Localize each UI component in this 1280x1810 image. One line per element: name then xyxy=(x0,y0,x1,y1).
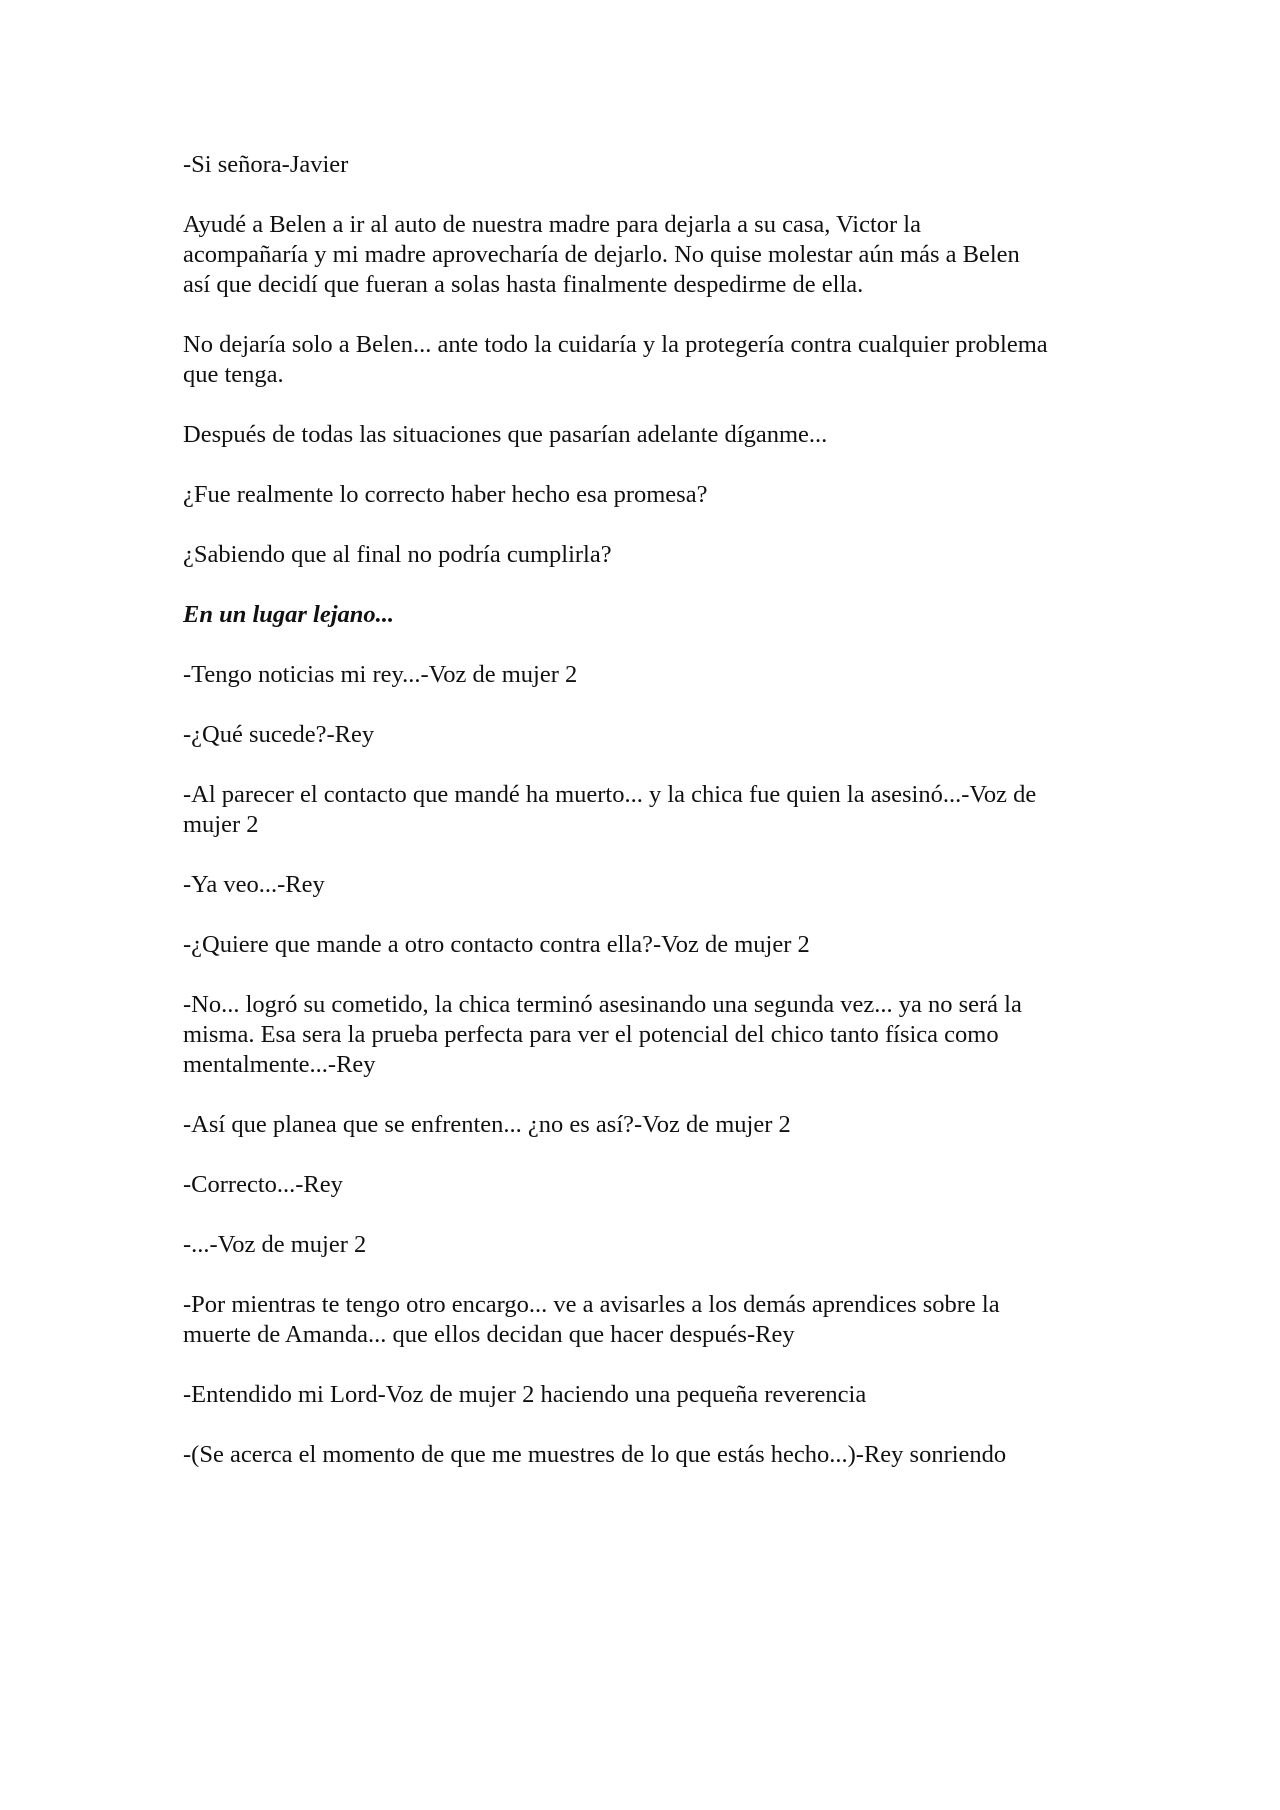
text-line: -¿Qué sucede?-Rey xyxy=(183,721,375,748)
text-line: Después de todas las situaciones que pasarían adelante díganme... xyxy=(183,421,828,448)
text-line: -Correcto...-Rey xyxy=(183,1171,343,1198)
text-line: -...-Voz de mujer 2 xyxy=(183,1231,367,1258)
text-line: que tenga. xyxy=(183,361,284,388)
text-line: -¿Quiere que mande a otro contacto contra ella?-Voz de mujer 2 xyxy=(183,931,810,958)
text-line: -Entendido mi Lord-Voz de mujer 2 haciendo una pequeña reverencia xyxy=(183,1381,867,1408)
paragraph xyxy=(183,1170,1103,1200)
text-line: Ayudé a Belen a ir al auto de nuestra madre para dejarla a su casa, Victor la xyxy=(183,211,921,238)
text-line: -Ya veo...-Rey xyxy=(183,871,325,898)
paragraph xyxy=(183,330,1103,390)
text-line: mujer 2 xyxy=(183,811,259,838)
text-line: -Tengo noticias mi rey...-Voz de mujer 2 xyxy=(183,661,578,688)
text-line: No dejaría solo a Belen... ante todo la cuidaría y la protegería contra cualquier problema xyxy=(183,331,1048,358)
paragraph xyxy=(183,150,1103,180)
text-line: misma. Esa sera la prueba perfecta para ver el potencial del chico tanto física como xyxy=(183,1021,999,1048)
paragraph xyxy=(183,1290,1103,1350)
text-line: -Así que planea que se enfrenten... ¿no es así?-Voz de mujer 2 xyxy=(183,1111,791,1138)
paragraph xyxy=(183,720,1103,750)
text-line: -Si señora-Javier xyxy=(183,151,349,178)
text-line: acompañaría y mi madre aprovecharía de dejarlo. No quise molestar aún más a Belen xyxy=(183,241,1020,268)
paragraph xyxy=(183,1230,1103,1260)
paragraph xyxy=(183,1110,1103,1140)
text-line: En un lugar lejano... xyxy=(183,601,395,628)
paragraph xyxy=(183,1440,1103,1470)
paragraph xyxy=(183,210,1103,300)
text-line: así que decidí que fueran a solas hasta finalmente despedirme de ella. xyxy=(183,271,864,298)
document-body xyxy=(183,150,1103,1500)
text-line: -No... logró su cometido, la chica terminó asesinando una segunda vez... ya no será la xyxy=(183,991,1022,1018)
paragraph xyxy=(183,660,1103,690)
text-line: muerte de Amanda... que ellos decidan que hacer después-Rey xyxy=(183,1321,795,1348)
paragraph xyxy=(183,420,1103,450)
text-line: -Por mientras te tengo otro encargo... ve a avisarles a los demás aprendices sobre la xyxy=(183,1291,1000,1318)
paragraph xyxy=(183,870,1103,900)
text-line: -Al parecer el contacto que mandé ha muerto... y la chica fue quien la asesinó...-Voz de xyxy=(183,781,1037,808)
text-line: mentalmente...-Rey xyxy=(183,1051,376,1078)
paragraph xyxy=(183,1380,1103,1410)
paragraph xyxy=(183,540,1103,570)
paragraph xyxy=(183,930,1103,960)
text-line: ¿Sabiendo que al final no podría cumplirla? xyxy=(183,541,612,568)
text-line: -(Se acerca el momento de que me muestres de lo que estás hecho...)-Rey sonriendo xyxy=(183,1441,1007,1468)
text-line: ¿Fue realmente lo correcto haber hecho esa promesa? xyxy=(183,481,708,508)
section-heading xyxy=(183,600,1103,630)
paragraph xyxy=(183,780,1103,840)
paragraph xyxy=(183,990,1103,1080)
paragraph xyxy=(183,480,1103,510)
